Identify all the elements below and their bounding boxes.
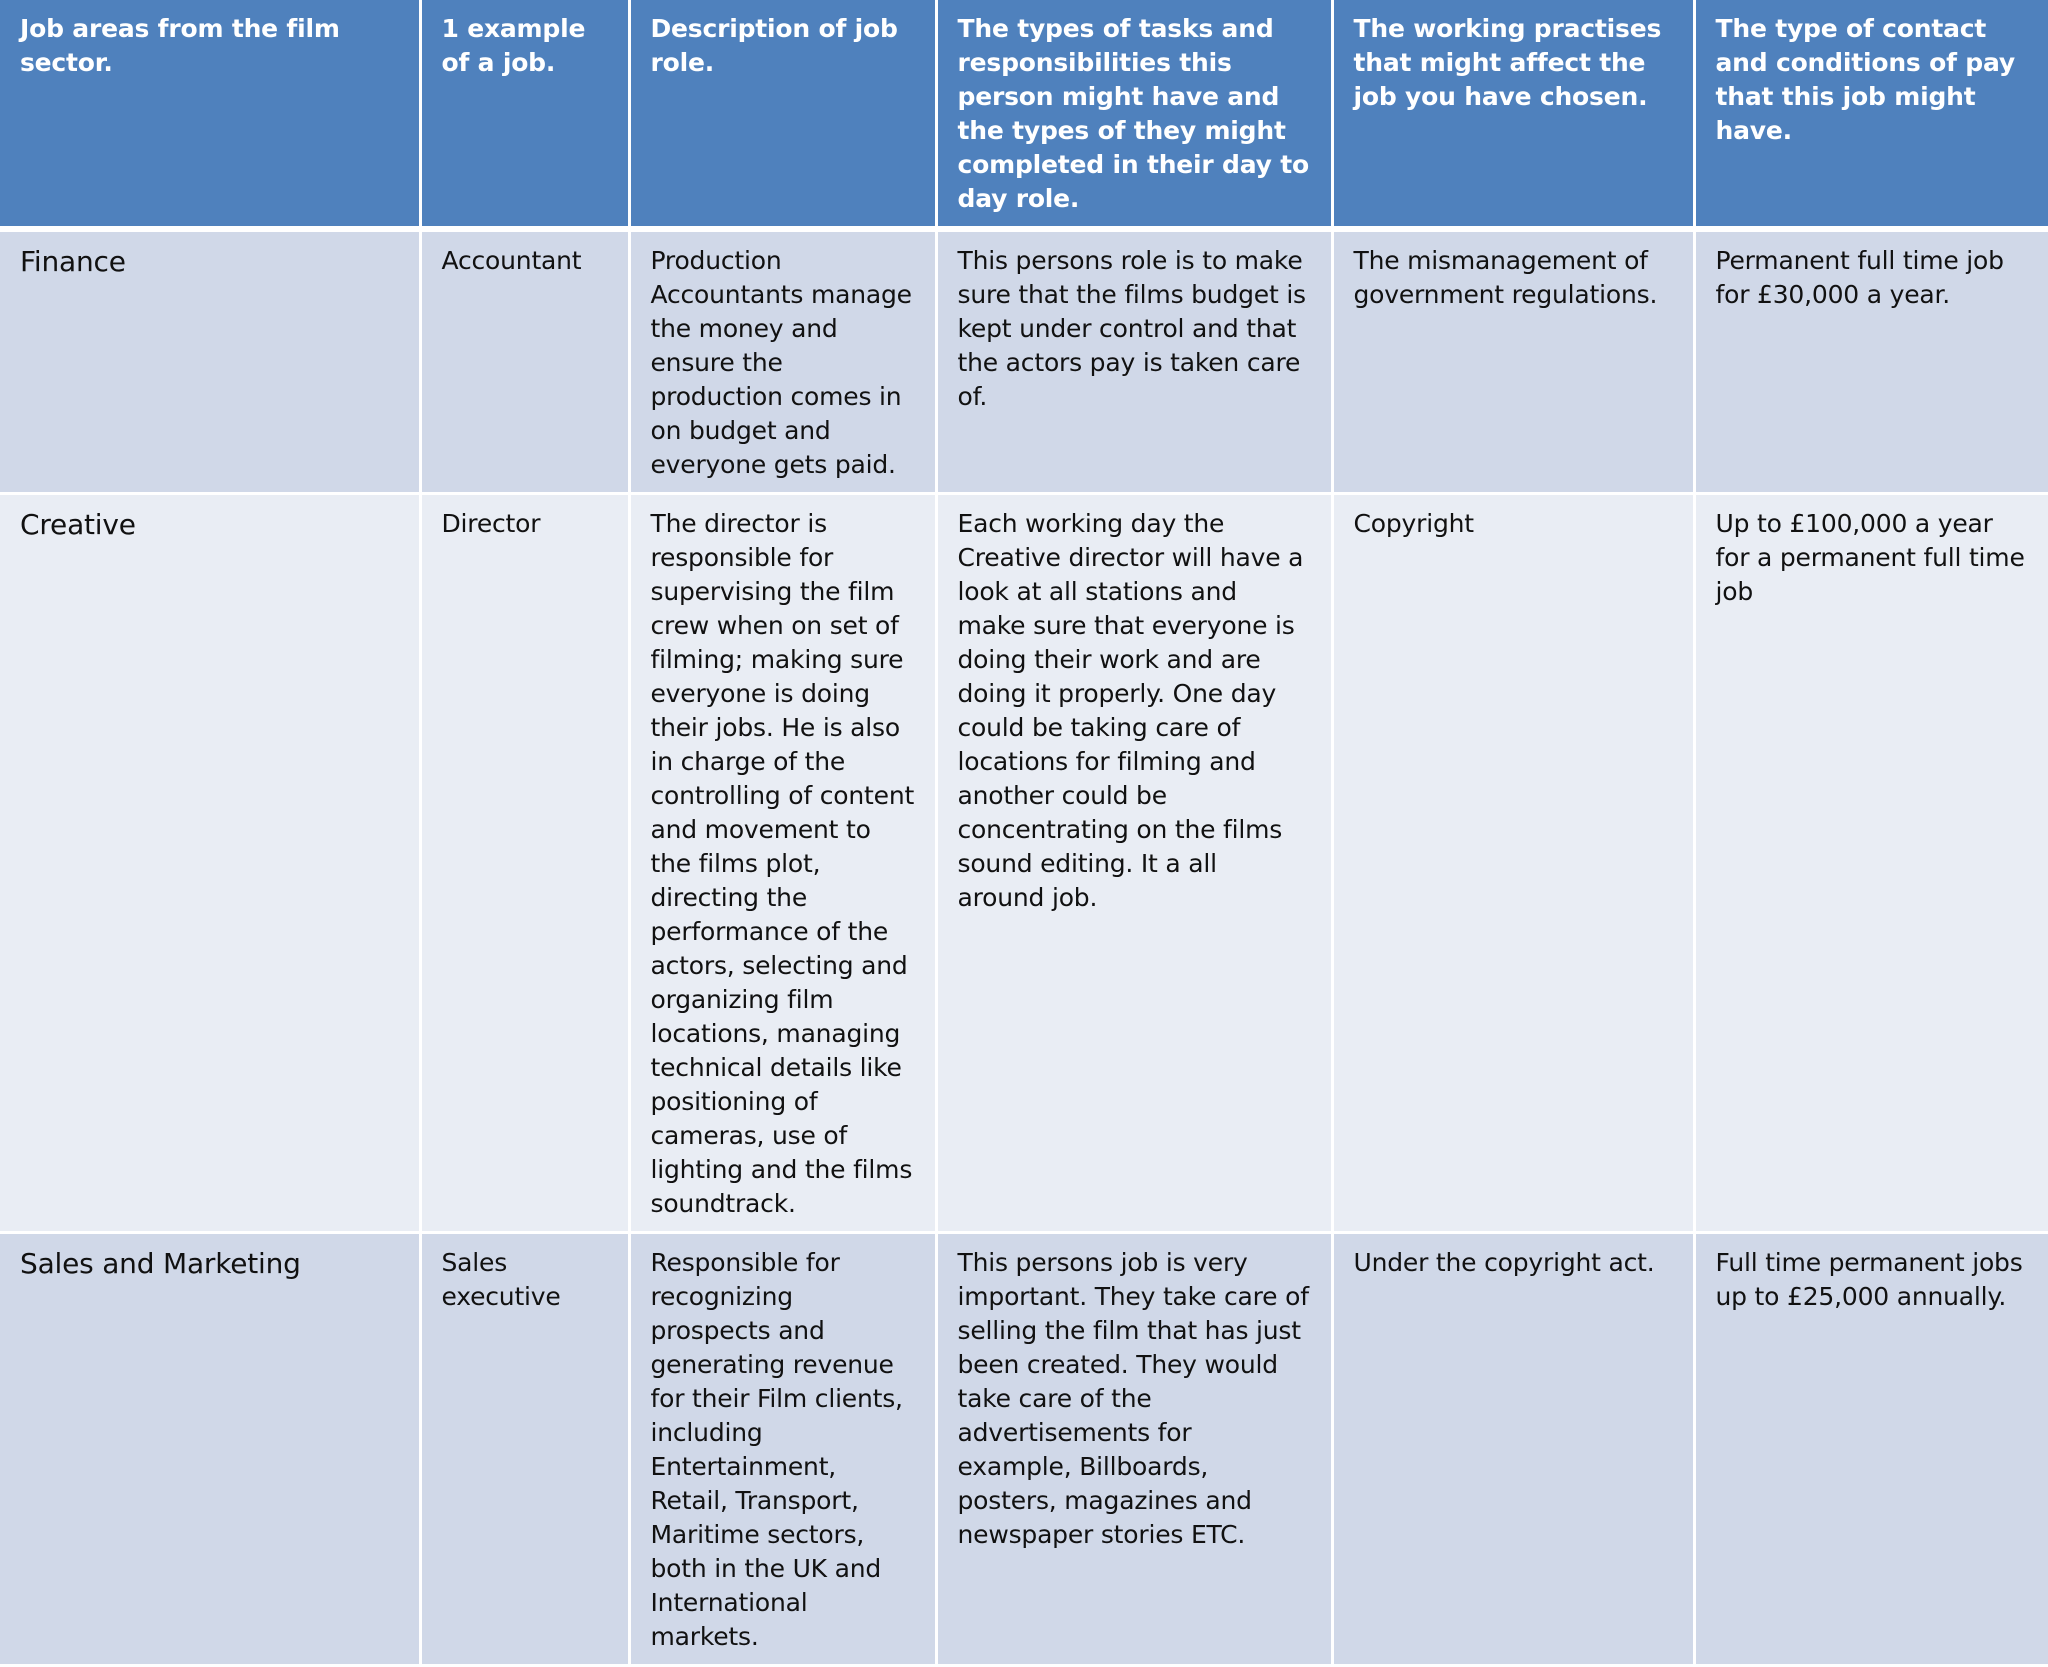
cell-working-practises: Copyright	[1332, 494, 1694, 1233]
cell-tasks: This persons role is to make sure that the films budget is kept under control and that the actors pay is taken care of.	[936, 229, 1332, 494]
cell-description: Responsible for recognizing prospects and generating revenue for their Film clients, including Entertainment, Retail, Transport, Maritime sectors, both in the UK and International markets.	[629, 1233, 936, 1666]
cell-pay-conditions: Full time permanent jobs up to £25,000 annually.	[1694, 1233, 2048, 1666]
cell-pay-conditions: Up to £100,000 a year for a permanent full time job	[1694, 494, 2048, 1233]
cell-example-job: Accountant	[420, 229, 629, 494]
cell-tasks: This persons job is very important. They take care of selling the film that has just been created. They would take care of the advertisements for example, Billboards, posters, magazines and newspaper stories ETC.	[936, 1233, 1332, 1666]
header-row	[0, 0, 2048, 229]
header-tasks: The types of tasks and responsibilities this person might have and the types of they might completed in their day to day role.	[936, 0, 1332, 229]
header-job-areas: Job areas from the film sector.	[0, 0, 420, 229]
table-row-finance	[0, 229, 2048, 494]
cell-example-job: Director	[420, 494, 629, 1233]
header-working-practises: The working practises that might affect the job you have chosen.	[1332, 0, 1694, 229]
header-description: Description of job role.	[629, 0, 936, 229]
table-row-sales-marketing	[0, 1233, 2048, 1666]
cell-pay-conditions: Permanent full time job for £30,000 a year.	[1694, 229, 2048, 494]
cell-working-practises: The mismanagement of government regulations.	[1332, 229, 1694, 494]
header-pay-conditions: The type of contact and conditions of pay that this job might have.	[1694, 0, 2048, 229]
cell-tasks: Each working day the Creative director will have a look at all stations and make sure that everyone is doing their work and are doing it properly. One day could be taking care of locations for filming and another could be concentrating on the films sound editing. It a all around job.	[936, 494, 1332, 1233]
cell-working-practises: Under the copyright act.	[1332, 1233, 1694, 1666]
cell-job-area: Sales and Marketing	[0, 1233, 420, 1666]
cell-job-area: Creative	[0, 494, 420, 1233]
header-example-job: 1 example of a job.	[420, 0, 629, 229]
cell-example-job: Sales executive	[420, 1233, 629, 1666]
cell-description: The director is responsible for supervising the film crew when on set of filming; making sure everyone is doing their jobs. He is also in charge of the controlling of content and movement to the films plot, directing the performance of the actors, selecting and organizing film locations, managing technical details like positioning of cameras, use of lighting and the films soundtrack.	[629, 494, 936, 1233]
table-row-creative	[0, 494, 2048, 1233]
cell-description: Production Accountants manage the money and ensure the production comes in on budget and everyone gets paid.	[629, 229, 936, 494]
cell-job-area: Finance	[0, 229, 420, 494]
